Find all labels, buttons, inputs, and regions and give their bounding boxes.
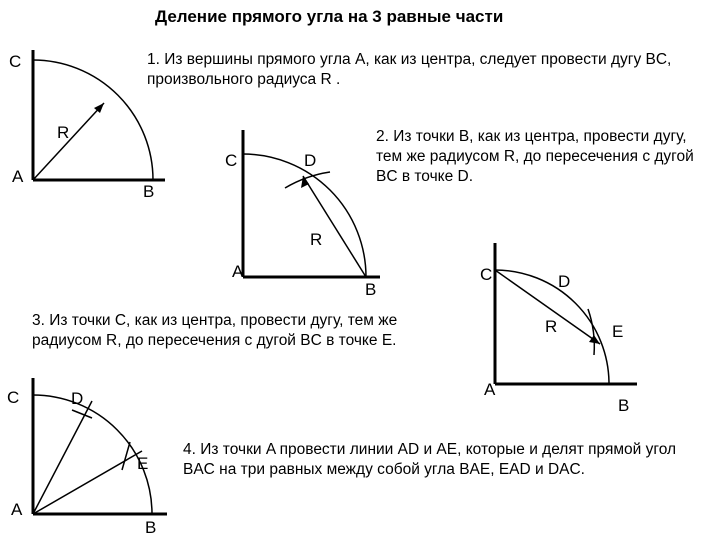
fig2-label-d: D [304, 151, 317, 170]
fig2-label-b: B [365, 280, 377, 299]
fig3-label-c: C [480, 265, 493, 284]
fig2-label-c: C [225, 151, 238, 170]
fig1-label-r: R [57, 123, 70, 142]
step-3-body: Из точки C, как из центра, провести дугу, тем же радиусом R, до пересечения с дугой BC в точке E. [32, 312, 398, 349]
step-3-number: 3. [32, 312, 45, 329]
fig3-label-r: R [545, 317, 558, 336]
fig1-label-b: B [143, 182, 155, 201]
fig4-label-e: E [137, 454, 149, 473]
figure-4-lines [33, 378, 167, 514]
fig2-label-a: A [232, 262, 244, 281]
fig4-tick-e [122, 442, 130, 470]
step-1-number: 1. [147, 51, 160, 68]
step-4-body: Из точки A провести линии AD и AE, которые и делят прямой угол BAC на три равных между собой угла BAE, EAD и DAC. [183, 441, 677, 478]
fig4-label-a: A [11, 500, 23, 519]
step-2-body: Из точки B, как из центра, провести дугу, тем же радиусом R, до пересечения с дугой BC в точке D. [376, 128, 694, 185]
step-1-body: Из вершины прямого угла A, как из центра, следует провести дугу BC, произвольного радиуса R . [147, 51, 672, 88]
fig1-label-a: A [12, 167, 24, 186]
fig4-label-c: C [7, 388, 20, 407]
step-4-number: 4. [183, 441, 196, 458]
step-2-number: 2. [376, 128, 389, 145]
page-title: Деление прямого угла на 3 равные части [155, 7, 504, 26]
fig4-arc-bc [33, 395, 152, 514]
fig3-label-d: D [558, 272, 571, 291]
fig3-label-b: B [618, 396, 630, 415]
fig4-label-d: D [71, 389, 84, 408]
fig2-label-r: R [310, 230, 323, 249]
fig3-label-e: E [612, 322, 624, 341]
fig4-tick-d [72, 410, 92, 418]
fig3-label-a: A [484, 380, 496, 399]
fig4-label-b: B [145, 518, 157, 537]
fig1-label-c: C [9, 52, 22, 71]
